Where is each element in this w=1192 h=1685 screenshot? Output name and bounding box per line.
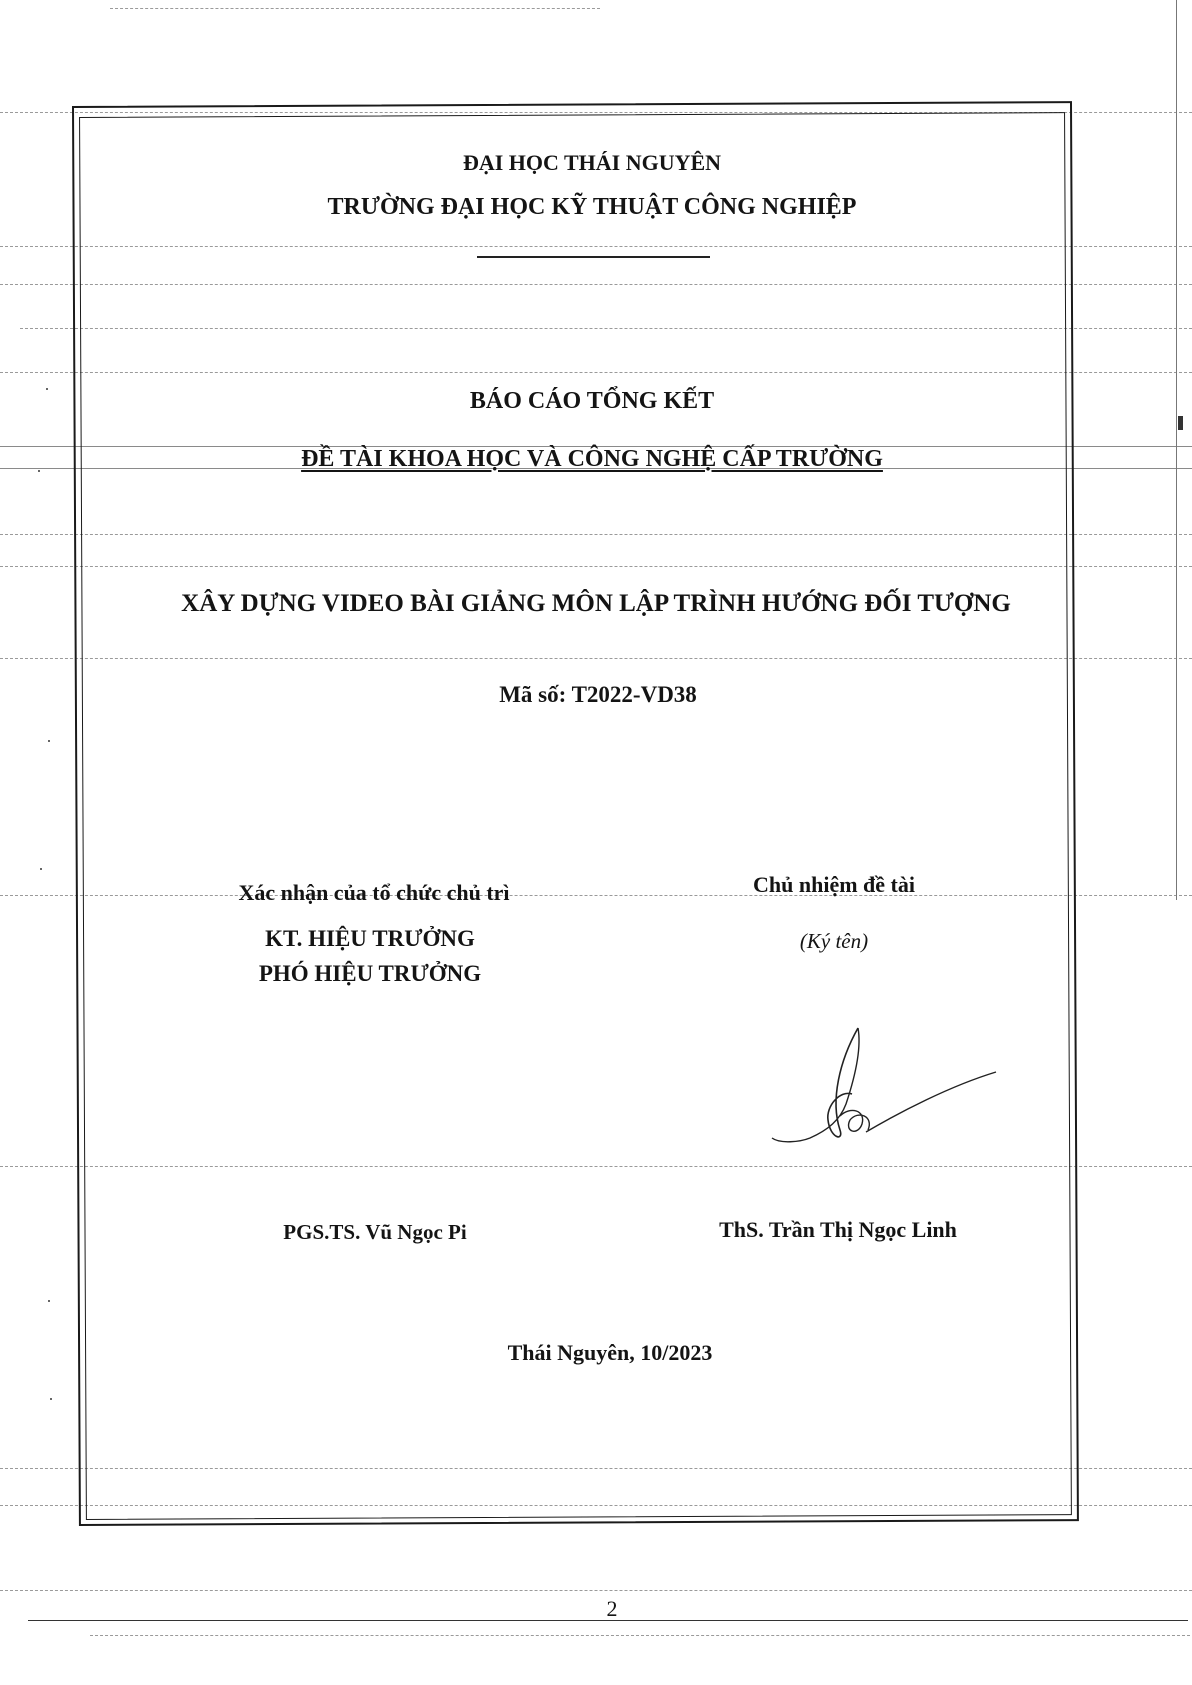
scan-speck: [40, 868, 42, 870]
signature-stroke: [840, 1110, 869, 1131]
handwritten-signature: [770, 1020, 1000, 1155]
scan-artifact-line: [110, 8, 600, 9]
project-lead-name: ThS. Trần Thị Ngọc Linh: [719, 1217, 957, 1242]
signature-stroke: [828, 1028, 858, 1137]
cover-frame: [72, 101, 1079, 1526]
scan-artifact-edge: [1176, 0, 1177, 900]
scan-artifact-line: [0, 1590, 1192, 1591]
host-signer-title-1: KT. HIỆU TRƯỞNG: [265, 926, 475, 951]
report-subtitle: ĐỀ TÀI KHOA HỌC VÀ CÔNG NGHỆ CẤP TRƯỜNG: [301, 446, 883, 472]
signature-note: (Ký tên): [799, 929, 869, 953]
host-signer-name: PGS.TS. Vũ Ngọc Pi: [283, 1220, 467, 1244]
cover-frame-inner: [79, 112, 1072, 1520]
scan-speck: [1178, 416, 1183, 430]
scan-speck: [46, 388, 48, 390]
scan-speck: [50, 1398, 52, 1400]
report-title: BÁO CÁO TỔNG KẾT: [469, 388, 715, 414]
university-name: ĐẠI HỌC THÁI NGUYÊN: [462, 150, 722, 175]
scan-artifact-line: [90, 1635, 1190, 1636]
school-name: TRƯỜNG ĐẠI HỌC KỸ THUẬT CÔNG NGHIỆP: [327, 194, 857, 220]
scan-speck: [38, 470, 40, 472]
footer-rule: [28, 1620, 1188, 1621]
host-signer-title-2: PHÓ HIỆU TRƯỞNG: [258, 961, 482, 986]
topic-code: Mã số: T2022-VD38: [499, 682, 697, 707]
signature-stroke: [772, 1028, 859, 1142]
scan-speck: [48, 1300, 50, 1302]
signature-stroke: [866, 1072, 996, 1132]
scan-speck: [48, 740, 50, 742]
topic-title: XÂY DỰNG VIDEO BÀI GIẢNG MÔN LẬP TRÌNH HƯỚNG ĐỐI TƯỢNG: [181, 590, 1011, 617]
project-lead-label: Chủ nhiệm đề tài: [753, 872, 915, 897]
place-and-date: Thái Nguyên, 10/2023: [507, 1340, 713, 1365]
host-confirmation-label: Xác nhận của tổ chức chủ trì: [238, 880, 510, 905]
header-divider: [477, 256, 710, 258]
page-number: 2: [606, 1596, 618, 1621]
